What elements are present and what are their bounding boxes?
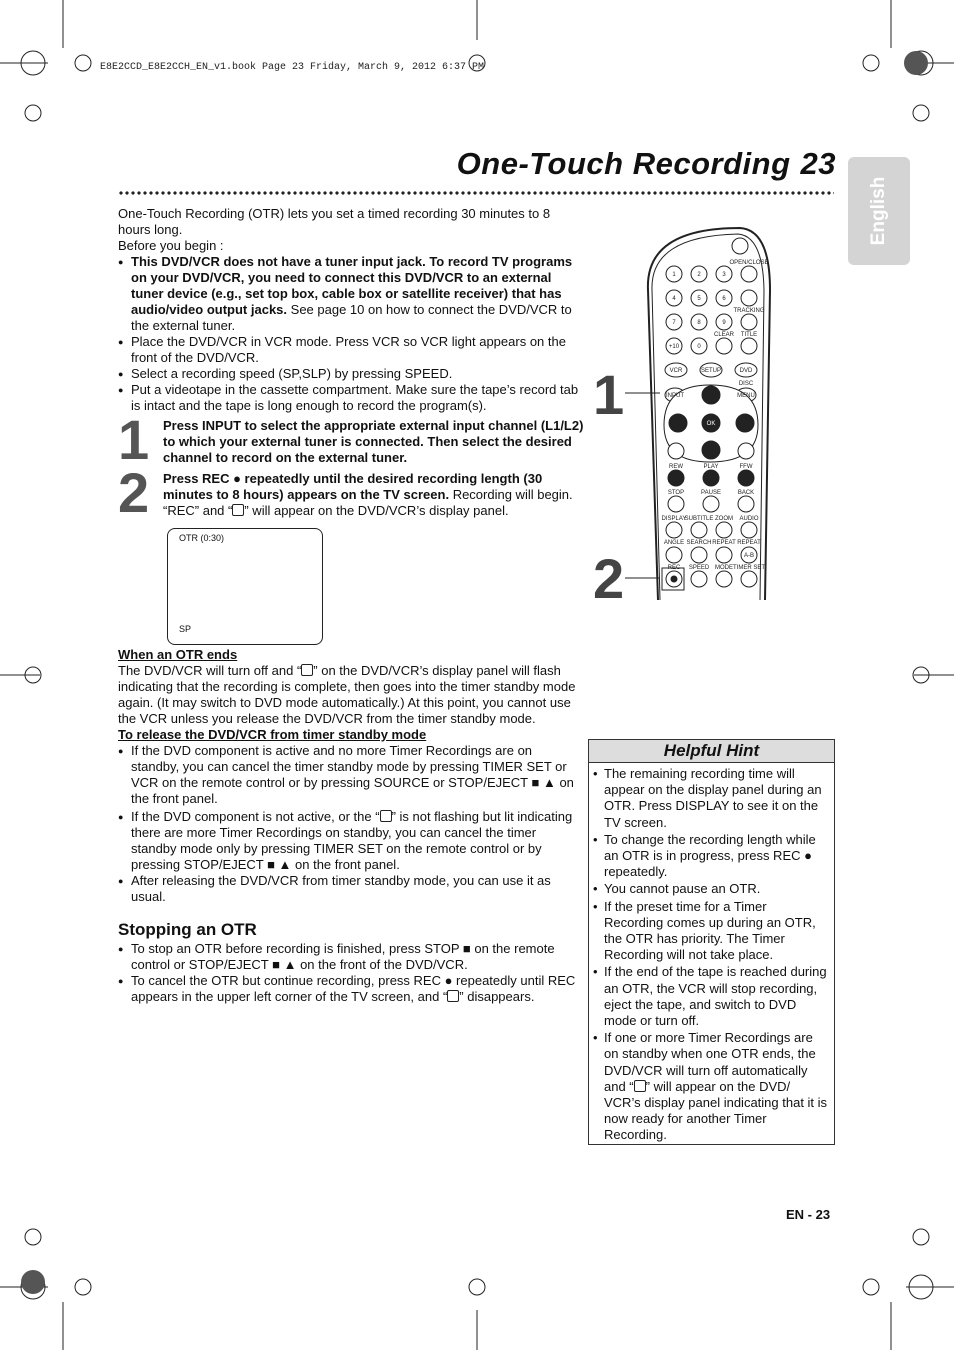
timer-icon xyxy=(380,810,392,822)
helpful-hint-box xyxy=(588,739,835,1145)
remote-label: AUDIO xyxy=(739,516,759,522)
stopping-b2-a: To cancel the OTR but continue recording, press REC ● repeatedly until REC appears in the upper left corner of the TV screen, and “ xyxy=(131,973,576,1004)
list-item xyxy=(118,973,582,1005)
stopping-list xyxy=(118,941,582,1005)
step-2-text xyxy=(163,471,584,519)
list-item: ● Put a videotape in the cassette compartment. Make sure the tape’s record tab is intact and the tape is long enough to record the program(s). xyxy=(118,382,582,414)
remote-label: 4 xyxy=(672,296,676,302)
remote-label: OPEN/CLOSE xyxy=(729,260,769,266)
stopping-b2-b: ” disappears. xyxy=(459,989,535,1004)
list-item: • The remaining recording time will appear on the display panel during an OTR. Press DISPLAY to see it on the TV screen. xyxy=(593,766,828,831)
remote-label: ZOOM xyxy=(715,516,733,522)
step-1-number: 1 xyxy=(118,408,150,471)
remote-label: REW xyxy=(669,464,683,470)
remote-label: SUBTITLE xyxy=(684,516,714,522)
list-item: • To change the recording length while an OTR is in progress, press REC ● repeatedly. xyxy=(593,832,828,881)
page-title-number: 23 xyxy=(800,146,836,181)
remote-label: MODE xyxy=(715,565,733,571)
remote-label: STOP xyxy=(667,490,685,496)
list-item xyxy=(118,809,582,873)
remote-label: ANGLE xyxy=(663,540,685,546)
timer-icon xyxy=(634,1080,646,1092)
page-title xyxy=(457,146,836,182)
remote-label: REPEAT xyxy=(712,540,736,546)
remote-label: CLEAR xyxy=(713,332,735,338)
remote-label: TIMER SET xyxy=(732,565,766,571)
list-item: ● If the DVD component is active and no more Timer Recordings are on standby, you can cancel the timer standby mode by pressing TIMER SET or VCR on the remote control or by pressing SOURCE or STOP/EJECT ■ ▲ on the front panel. xyxy=(118,743,582,807)
remote-label: 0 xyxy=(697,344,701,350)
step-2-number: 2 xyxy=(118,461,150,524)
stopping-section xyxy=(118,919,582,1005)
list-item: ● Place the DVD/VCR in VCR mode. Press VCR so VCR light appears on the front of the DVD/VCR. xyxy=(118,334,582,366)
language-tab xyxy=(848,157,910,265)
remote-label: VCR xyxy=(669,368,683,374)
remote-label: PLAY xyxy=(703,464,719,470)
remote-label: TRACKING xyxy=(733,308,765,314)
remote-label: 5 xyxy=(697,296,701,302)
remote-label: DVD xyxy=(739,368,753,374)
hint-last-a: If one or more Timer Recordings are on standby when one OTR ends, the DVD/VCR will turn off automatically and “ xyxy=(604,1030,816,1094)
helpful-hint-title: Helpful Hint xyxy=(589,740,834,763)
remote-label: +10 xyxy=(668,344,680,350)
speed-readout: SP xyxy=(179,624,192,634)
page-title-text: One-Touch Recording xyxy=(456,146,791,181)
callout-2: 2 xyxy=(593,547,625,610)
before-you-begin: Before you begin : xyxy=(118,238,224,253)
remote-label: DISC xyxy=(738,381,754,387)
step-1 xyxy=(118,408,584,471)
remote-label: SEARCH xyxy=(686,540,712,546)
helpful-hint-list xyxy=(589,763,834,1144)
remote-label: A-B xyxy=(743,553,755,559)
remote-label: 6 xyxy=(722,296,726,302)
release-heading: To release the DVD/VCR from timer standby mode xyxy=(118,727,427,742)
otr-ends-heading: When an OTR ends xyxy=(118,647,238,662)
release-b2-b: ” is not flashing but lit indicating there are more Timer Recordings on standby, you can cancel the timer standby mode only by pressing TIMER SET on the remote control or by pressing STOP/EJECT ■ ▲ on the front panel. xyxy=(131,809,573,872)
print-header: E8E2CCD_E8E2CCH_EN_v1.book Page 23 Friday, March 9, 2012 6:37 PM xyxy=(100,62,485,73)
list-item: • If the preset time for a Timer Recording comes up during an OTR, the OTR has priority. The Timer Recording will not take place. xyxy=(593,899,828,964)
remote-label: DISPLAY xyxy=(661,516,687,522)
remote-label: PAUSE xyxy=(701,490,721,496)
list-item: ● Select a recording speed (SP,SLP) by pressing SPEED. xyxy=(118,366,582,382)
list-item: ● After releasing the DVD/VCR from timer standby mode, you can use it as usual. xyxy=(118,873,582,905)
prereq-list xyxy=(118,254,582,414)
step-2-bold: Press REC ● repeatedly until the desired recording length (30 minutes to 8 hours) appears on the TV screen. xyxy=(163,471,543,502)
hint-last-b: ” will appear on the DVD/ VCR’s display panel indicating that it is now ready for another Timer Recording. xyxy=(604,1078,828,1143)
otr-ends-a: The DVD/VCR will turn off and “ xyxy=(118,663,302,678)
remote-label: 1 xyxy=(672,272,676,278)
remote-label: REC xyxy=(667,565,681,571)
timer-icon xyxy=(301,664,313,676)
intro-section xyxy=(118,206,582,414)
otr-readout: OTR (0:30) xyxy=(179,533,225,543)
remote-label: OK xyxy=(706,421,716,427)
remote-label: 2 xyxy=(697,272,701,278)
list-item: • If the end of the tape is reached during an OTR, the VCR will stop recording, eject the tape, and switch to DVD mode or turn off. xyxy=(593,964,828,1029)
page-footer: EN - 23 xyxy=(786,1207,831,1222)
remote-label: REPEAT xyxy=(737,540,761,546)
remote-control-illustration xyxy=(600,210,790,600)
remote-label: MENU xyxy=(737,393,755,399)
intro-paragraph: One-Touch Recording (OTR) lets you set a timed recording 30 minutes to 8 hours long. xyxy=(118,206,551,237)
step-2-b: ” will appear on the DVD/VCR’s display panel. xyxy=(244,503,509,518)
callout-1: 1 xyxy=(593,363,625,426)
list-item: ● To stop an OTR before recording is finished, press STOP ■ on the remote control or STOP/EJECT ■ ▲ on the front of the DVD/VCR. xyxy=(118,941,582,973)
otr-ends-b: ” on the DVD/VCR’s display panel will flash indicating that the recording is complete, then goes into the timer standby mode again. (It may switch to DVD mode automatically.) At this point, you cannot use the VCR unless you release the DVD/VCR from the timer standby mode. xyxy=(118,663,576,726)
release-list xyxy=(118,743,582,905)
remote-label: 7 xyxy=(672,320,676,326)
tv-screen-illustration xyxy=(167,528,323,645)
remote-label: 8 xyxy=(697,320,701,326)
remote-label: SPEED xyxy=(688,565,710,571)
list-item xyxy=(118,254,582,334)
remote-label: FFW xyxy=(739,464,753,470)
prereq-bold: This DVD/VCR does not have a tuner input jack. To record TV programs on your DVD/VCR, you need to connect this DVD/VCR to an external tuner device (e.g., set top box, cable box or satellite receiver) that has audio/video output jacks. xyxy=(131,254,573,317)
timer-icon xyxy=(232,504,244,516)
remote-label: SETUP xyxy=(700,368,722,374)
list-item xyxy=(593,1030,828,1143)
otr-ends-text xyxy=(118,663,582,727)
timer-icon xyxy=(447,990,459,1002)
remote-label: TITLE xyxy=(740,332,758,338)
language-tab-label: English xyxy=(868,176,889,246)
otr-ends-section xyxy=(118,647,582,905)
step-2-a: Recording will begin. “REC” and “ xyxy=(163,487,573,518)
remote-label: BACK xyxy=(737,490,755,496)
step-1-text: Press INPUT to select the appropriate external input channel (L1/L2) to which your external tuner is connected. Then select the desired channel to record on the external tuner. xyxy=(163,418,584,465)
step-2 xyxy=(118,461,584,524)
list-item: • You cannot pause an OTR. xyxy=(593,881,828,897)
title-rule xyxy=(118,190,834,196)
stopping-heading: Stopping an OTR xyxy=(118,920,257,939)
remote-label: INPUT xyxy=(666,393,684,399)
remote-label: 3 xyxy=(722,272,726,278)
prereq-rest: See page 10 on how to connect the DVD/VCR to the external tuner. xyxy=(131,302,572,333)
remote-label: 9 xyxy=(722,320,726,326)
release-b2-a: If the DVD component is not active, or the “ xyxy=(131,809,380,824)
